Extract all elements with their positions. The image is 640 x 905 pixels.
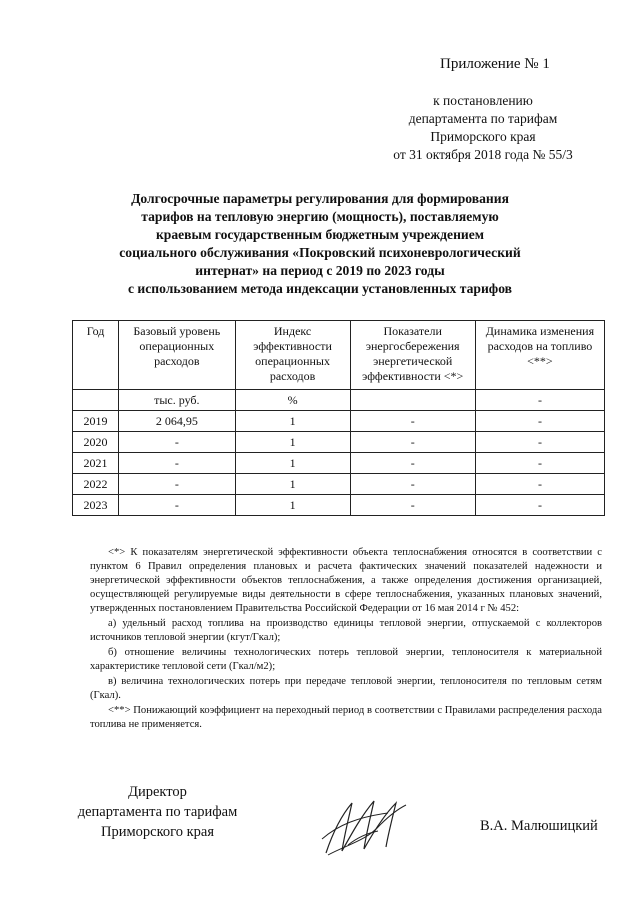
title-line: интернат» на период с 2019 по 2023 годы [195,263,445,278]
footnote-item-b: б) отношение величины технологических потерь тепловой энергии, теплоносителя к материальной характеристике тепловой сети (Гкал/м2); [90,647,602,672]
footnote-energy-efficiency: <*> К показателям энергетической эффективности объекта теплоснабжения относятся в соответствии с пунктом 6 Правил определения плановых и расчета фактических значений показателей надежности и энергетической эффективности объектов теплоснабжения, а также определения достижения организацией, осуществляющей регулируемые виды деятельности в сфере теплоснабжения, указанных плановых значений, утвержденных постановлением Правительства Российской Федерации от 16 мая 2014 г № 452: [90,547,602,614]
cell-efficiency-index: 1 [235,411,350,432]
ref-line: от 31 октября 2018 года № 55/3 [393,147,573,162]
cell-base-level: - [119,495,236,516]
unit-cell: % [235,390,350,411]
unit-cell: тыс. руб. [119,390,236,411]
table-header-row [73,321,605,390]
title-line: социального обслуживания «Покровский психоневрологический [119,245,521,260]
col-header-efficiency-index: Индекс эффективности операционных расходов [235,321,350,390]
ref-line: департамента по тарифам [408,111,558,126]
resolution-reference [388,92,578,164]
position-line: департамента по тарифам [77,804,238,820]
parameters-table [72,320,605,516]
unit-cell [350,390,475,411]
handwritten-signature [318,795,413,860]
annex-label: Приложение № 1 [440,56,550,72]
cell-year: 2023 [73,495,119,516]
table-row [73,495,605,516]
cell-efficiency-index: 1 [235,453,350,474]
col-header-year: Год [73,321,119,390]
cell-energy-saving: - [350,453,475,474]
cell-year: 2020 [73,432,119,453]
position-line: Директор [128,784,187,800]
ref-line: Приморского края [430,129,536,144]
cell-year: 2021 [73,453,119,474]
cell-base-level: - [119,432,236,453]
cell-year: 2019 [73,411,119,432]
position-line: Приморского края [100,824,214,840]
cell-energy-saving: - [350,411,475,432]
unit-cell [73,390,119,411]
table-units-row [73,390,605,411]
col-header-base-level: Базовый уровень операционных расходов [119,321,236,390]
cell-base-level: - [119,453,236,474]
table-row [73,474,605,495]
title-line: краевым государственным бюджетным учреждением [155,227,485,242]
document-title [70,190,570,298]
col-header-fuel-dynamics: Динамика изменения расходов на топливо <**> [475,321,604,390]
signatory-name: В.А. Малюшицкий [480,818,598,834]
footnote-item-a: а) удельный расход топлива на производство единицы тепловой энергии, отпускаемой с коллекторов источников тепловой энергии (кгут/Гкал); [90,618,602,643]
cell-base-level: - [119,474,236,495]
table-row [73,411,605,432]
footnotes [90,546,602,733]
cell-fuel-dynamics: - [475,474,604,495]
cell-year: 2022 [73,474,119,495]
table-row [73,432,605,453]
cell-energy-saving: - [350,495,475,516]
title-line: Долгосрочные параметры регулирования для формирования [131,191,509,206]
unit-cell: - [475,390,604,411]
cell-energy-saving: - [350,474,475,495]
col-header-energy-saving: Показатели энергосбережения энергетической эффективности <*> [350,321,475,390]
cell-fuel-dynamics: - [475,411,604,432]
ref-line: к постановлению [433,93,533,108]
cell-fuel-dynamics: - [475,453,604,474]
title-line: с использованием метода индексации установленных тарифов [127,281,512,296]
cell-base-level: 2 064,95 [119,411,236,432]
footnote-item-c: в) величина технологических потерь при передаче тепловой энергии, теплоносителя по тепловым сетям (Гкал). [90,676,602,701]
cell-efficiency-index: 1 [235,495,350,516]
table-row [73,453,605,474]
footnote-fuel-coefficient: <**> Понижающий коэффициент на переходный период в соответствии с Правилами распределения расхода топлива не применяется. [90,705,602,730]
cell-efficiency-index: 1 [235,474,350,495]
title-line: тарифов на тепловую энергию (мощность), поставляемую [141,209,499,224]
cell-fuel-dynamics: - [475,432,604,453]
cell-energy-saving: - [350,432,475,453]
cell-fuel-dynamics: - [475,495,604,516]
cell-efficiency-index: 1 [235,432,350,453]
signatory-position [60,782,255,842]
